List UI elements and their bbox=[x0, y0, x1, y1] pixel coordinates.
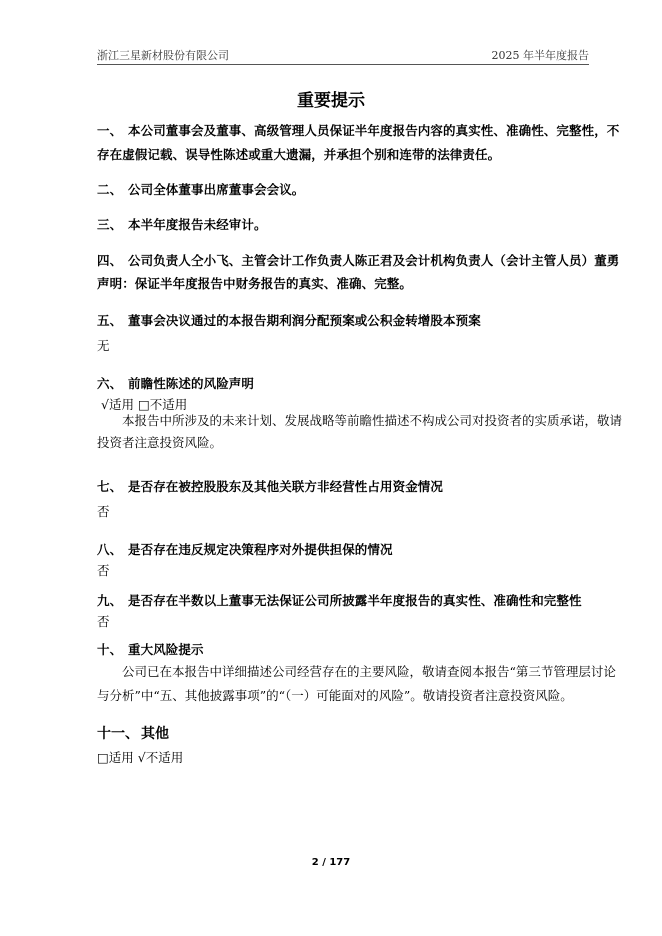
item-5-answer: 无 bbox=[97, 338, 110, 353]
item-6-body-line-1: 本报告中所涉及的未来计划、发展战略等前瞻性描述不构成公司对投资者的实质承诺，敬请 bbox=[122, 413, 623, 428]
item-7-text: 是否存在被控股股东及其他关联方非经营性占用资金情况 bbox=[128, 479, 444, 494]
item-5-text: 董事会决议通过的本报告期利润分配预案或公积金转增股本预案 bbox=[128, 313, 481, 328]
item-6-applicability: √适用 □不适用 bbox=[101, 397, 188, 412]
item-10-body-line-2: 与分析”中“五、其他披露事项”的“（一）可能面对的风险”。敬请投资者注意投资风险。 bbox=[97, 688, 573, 703]
item-6-number: 六、 bbox=[97, 376, 123, 391]
item-7-number: 七、 bbox=[97, 479, 123, 494]
item-2 bbox=[97, 180, 304, 198]
item-3-number: 三、 bbox=[97, 217, 123, 232]
item-4-number: 四、 bbox=[97, 253, 123, 268]
item-7-answer: 否 bbox=[97, 504, 110, 519]
item-1-text: 本公司董事会及董事、高级管理人员保证半年度报告内容的真实性、准确性、完整性，不 bbox=[128, 123, 620, 138]
item-11-text: 其他 bbox=[141, 726, 169, 742]
item-11 bbox=[97, 723, 169, 743]
item-8-number: 八、 bbox=[97, 542, 123, 557]
item-7 bbox=[97, 477, 443, 495]
item-11-number: 十一、 bbox=[97, 726, 139, 742]
header-company: 浙江三星新材股份有限公司 bbox=[97, 49, 229, 62]
page-title: 重要提示 bbox=[297, 91, 365, 111]
item-1-line-2: 存在虚假记载、误导性陈述或重大遗漏，并承担个别和连带的法律责任。 bbox=[97, 147, 501, 162]
item-9-text: 是否存在半数以上董事无法保证公司所披露半年度报告的真实性、准确性和完整性 bbox=[128, 593, 582, 608]
item-10 bbox=[97, 640, 204, 658]
item-10-number: 十、 bbox=[97, 642, 123, 657]
item-4-line-1 bbox=[97, 251, 619, 269]
item-6 bbox=[97, 374, 254, 392]
item-2-number: 二、 bbox=[97, 182, 123, 197]
item-6-text: 前瞻性陈述的风险声明 bbox=[128, 376, 255, 391]
header-rule bbox=[97, 64, 589, 65]
item-3-text: 本半年度报告未经审计。 bbox=[128, 217, 267, 232]
item-5-number: 五、 bbox=[97, 313, 123, 328]
item-10-text: 重大风险提示 bbox=[128, 642, 204, 657]
item-10-body-line-1: 公司已在本报告中详细描述公司经营存在的主要风险，敬请查阅本报告“第三节管理层讨论 bbox=[122, 664, 616, 679]
item-11-applicability: □适用 √不适用 bbox=[97, 750, 184, 765]
item-8-answer: 否 bbox=[97, 563, 110, 578]
item-8 bbox=[97, 540, 393, 558]
item-4-text: 公司负责人仝小飞、主管会计工作负责人陈正君及会计机构负责人（会计主管人员）董勇 bbox=[128, 253, 620, 268]
header-report-title: 2025 年半年度报告 bbox=[491, 49, 589, 62]
item-9 bbox=[97, 591, 582, 609]
item-9-number: 九、 bbox=[97, 593, 123, 608]
item-9-answer: 否 bbox=[97, 614, 110, 629]
item-1-line-1 bbox=[97, 121, 619, 139]
item-6-body-line-2: 投资者注意投资风险。 bbox=[97, 435, 223, 450]
item-8-text: 是否存在违反规定决策程序对外提供担保的情况 bbox=[128, 542, 393, 557]
item-2-text: 公司全体董事出席董事会会议。 bbox=[128, 182, 305, 197]
item-4-line-2: 声明：保证半年度报告中财务报告的真实、准确、完整。 bbox=[97, 276, 413, 291]
item-1-number: 一、 bbox=[97, 123, 123, 138]
item-5 bbox=[97, 311, 481, 329]
page-number: 2 / 177 bbox=[311, 857, 351, 868]
item-3 bbox=[97, 215, 267, 233]
